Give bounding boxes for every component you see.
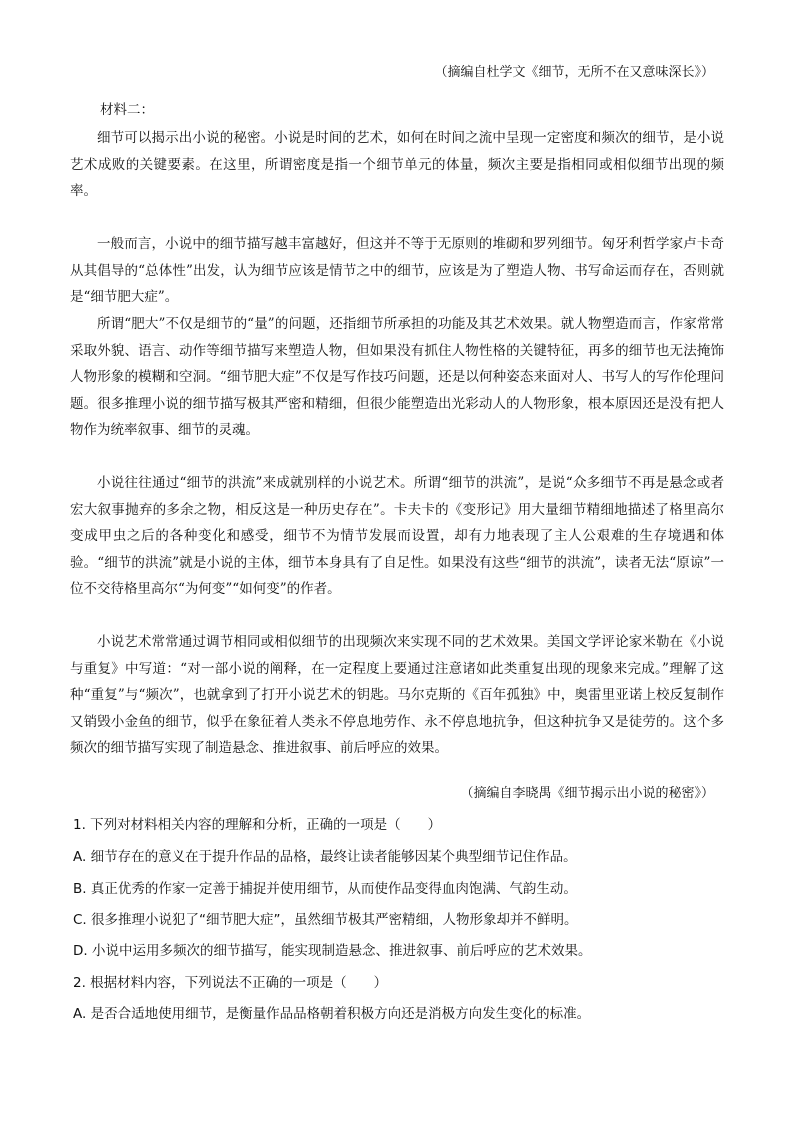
material2-paragraph-2: 一般而言，小说中的细节描写越丰富越好，但这并不等于无原则的堆砌和罗列细节。匈牙利哲学家卢卡奇从其倡导的“总体性”出发，认为细节应该是情节之中的细节，应该是为了塑造人物、书写命运而存在，否则就是“细节肥大症”。 [70,236,724,305]
question-1-option-b: B. 真正优秀的作家一定善于捕捉并使用细节，从而使作品变得血肉饱满、气韵生动。 [73,881,577,897]
material2-paragraph-1: 细节可以揭示出小说的秘密。小说是时间的艺术，如何在时间之流中呈现一定密度和频次的细节，是小说艺术成败的关键要素。在这里，所谓密度是指一个细节单元的体量，频次主要是指相同或相似细节出现的频率。 [70,130,724,199]
question-2-option-a: A. 是否合适地使用细节，是衡量作品品格朝着积极方向还是消极方向发生变化的标准。 [73,1006,591,1022]
question-1-option-d: D. 小说中运用多频次的细节描写，能实现制造悬念、推进叙事、前后呼应的艺术效果。 [73,943,592,959]
question-2-stem: 2. 根据材料内容，下列说法不正确的一项是（ ） [73,975,388,991]
material2-paragraph-5: 小说艺术常常通过调节相同或相似细节的出现频次来实现不同的艺术效果。美国文学评论家米勒在《小说与重复》中写道：“对一部小说的阐释，在一定程度上要通过注意诸如此类重复出现的现象来完成。”理解了这种“重复”与“频次”，也就拿到了打开小说艺术的钥匙。马尔克斯的《百年孤独》中，奥雷里亚诺上校反复制作又销毁小金鱼的细节，似乎在象征着人类永不停息地劳作、永不停息地抗争，但这种抗争又是徒劳的。这个多频次的细节描写实现了制造悬念、推进叙事、前后呼应的效果。 [70,634,724,756]
question-1-stem: 1. 下列对材料相关内容的理解和分析，正确的一项是（ ） [73,817,442,833]
material2-label: 材料二： [100,102,154,118]
material2-source: （摘编自李晓禺《细节揭示出小说的秘密》） [460,786,714,801]
question-1-option-a: A. 细节存在的意义在于提升作品的品格，最终让读者能够因某个典型细节记住作品。 [73,849,577,865]
material2-paragraph-4: 小说往往通过“细节的洪流”来成就别样的小说艺术。所谓“细节的洪流”，是说“众多细节不再是悬念或者宏大叙事抛弃的多余之物，相反这是一种历史存在”。卡夫卡的《变形记》用大量细节精细地描述了格里高尔变成甲虫之后的各种变化和感受，细节不为情节发展而设置，却有力地表现了主人公艰难的生存境遇和体验。“细节的洪流”就是小说的主体，细节本身具有了自足性。如果没有这些“细节的洪流”，读者无法“原谅”一位不交待格里高尔“为何变”“如何变”的作者。 [70,475,724,597]
material2-paragraph-3: 所谓“肥大”不仅是细节的“量”的问题，还指细节所承担的功能及其艺术效果。就人物塑造而言，作家常常采取外貌、语言、动作等细节描写来塑造人物，但如果没有抓住人物性格的关键特征，再多的细节也无法掩饰人物形象的模糊和空洞。“细节肥大症”不仅是写作技巧问题，还是以何种姿态来面对人、书写人的写作伦理问题。很多推理小说的细节描写极其严密和精细，但很少能塑造出光彩动人的人物形象，根本原因还是没有把人物作为统率叙事、细节的灵魂。 [70,316,724,438]
material1-source: （摘编自杜学文《细节，无所不在又意味深长》） [434,65,714,80]
question-1-option-c: C. 很多推理小说犯了“细节肥大症”，虽然细节极其严密精细，人物形象却并不鲜明。 [73,912,578,928]
